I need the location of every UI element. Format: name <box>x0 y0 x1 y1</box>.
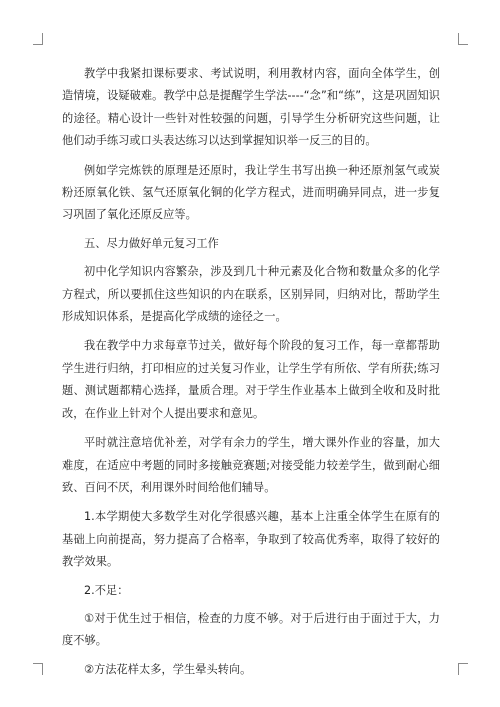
paragraph-shortcomings-title: 2.不足： <box>84 583 129 597</box>
crop-mark-bottom-left <box>33 663 43 675</box>
paragraph-result-1: 1.本学期使大多数学生对化学很感兴趣，基本上注重全体学生在原有的基础上向前提高，努力提高了合格率，争取到了较高优秀率，取得了较好的教学效果。 <box>62 510 440 569</box>
paragraph-example-iron: 例如学完炼铁的原理是还原时，我让学生书写出换一种还原剂氢气或炭粉还原氧化铁、氢气还原氧化铜的化学方程式，进而明确异同点，进一步复习巩固了氧化还原反应等。 <box>62 163 440 222</box>
section-heading-unit-review: 五、尽力做好单元复习工作 <box>84 236 219 250</box>
paragraph-teaching-method: 教学中我紧扣课标要求、考试说明，利用教材内容，面向全体学生，创造情境，设疑破难。教学中总是提醒学生学法----“念”和“练”，这是巩固知识的途径。精心设计一些针对性较强的问题，引导学生分析研究这些问题，让他们动手练习或口头表达练习以达到掌握知识举一反三的目的。 <box>62 67 440 148</box>
paragraph-shortcoming-2: ②方法花样太多，学生晕头转向。 <box>84 662 252 676</box>
crop-mark-bottom-right <box>458 663 468 675</box>
crop-mark-top-right <box>458 33 468 45</box>
paragraph-shortcoming-1: ①对于优生过于相信，检查的力度不够。对于后进行由于面过于大，力度不够。 <box>62 611 440 648</box>
document-body <box>62 63 440 681</box>
paragraph-tutoring: 平时就注意培优补差，对学有余力的学生，增大课外作业的容量，加大难度，在适应中考题的同时多接触竞赛题;对接受能力较差学生，做到耐心细致、百问不厌，利用课外时间给他们辅导。 <box>62 436 440 494</box>
paragraph-knowledge-system: 初中化学知识内容繁杂，涉及到几十种元素及化合物和数量众多的化学方程式，所以要抓住这些知识的内在联系，区别异同，归纳对比，帮助学生形成知识体系，是提高化学成绩的途径之一。 <box>62 265 440 324</box>
paragraph-chapter-review: 我在教学中力求每章节过关，做好每个阶段的复习工作，每一章都帮助学生进行归纳，打印相应的过关复习作业，让学生学有所依、学有所获;练习题、测试题都精心选择，量质合理。对于学生作业基本上做到全收和及时批改，在作业上针对个人提出要求和意见。 <box>62 339 440 420</box>
crop-mark-top-left <box>33 33 43 45</box>
